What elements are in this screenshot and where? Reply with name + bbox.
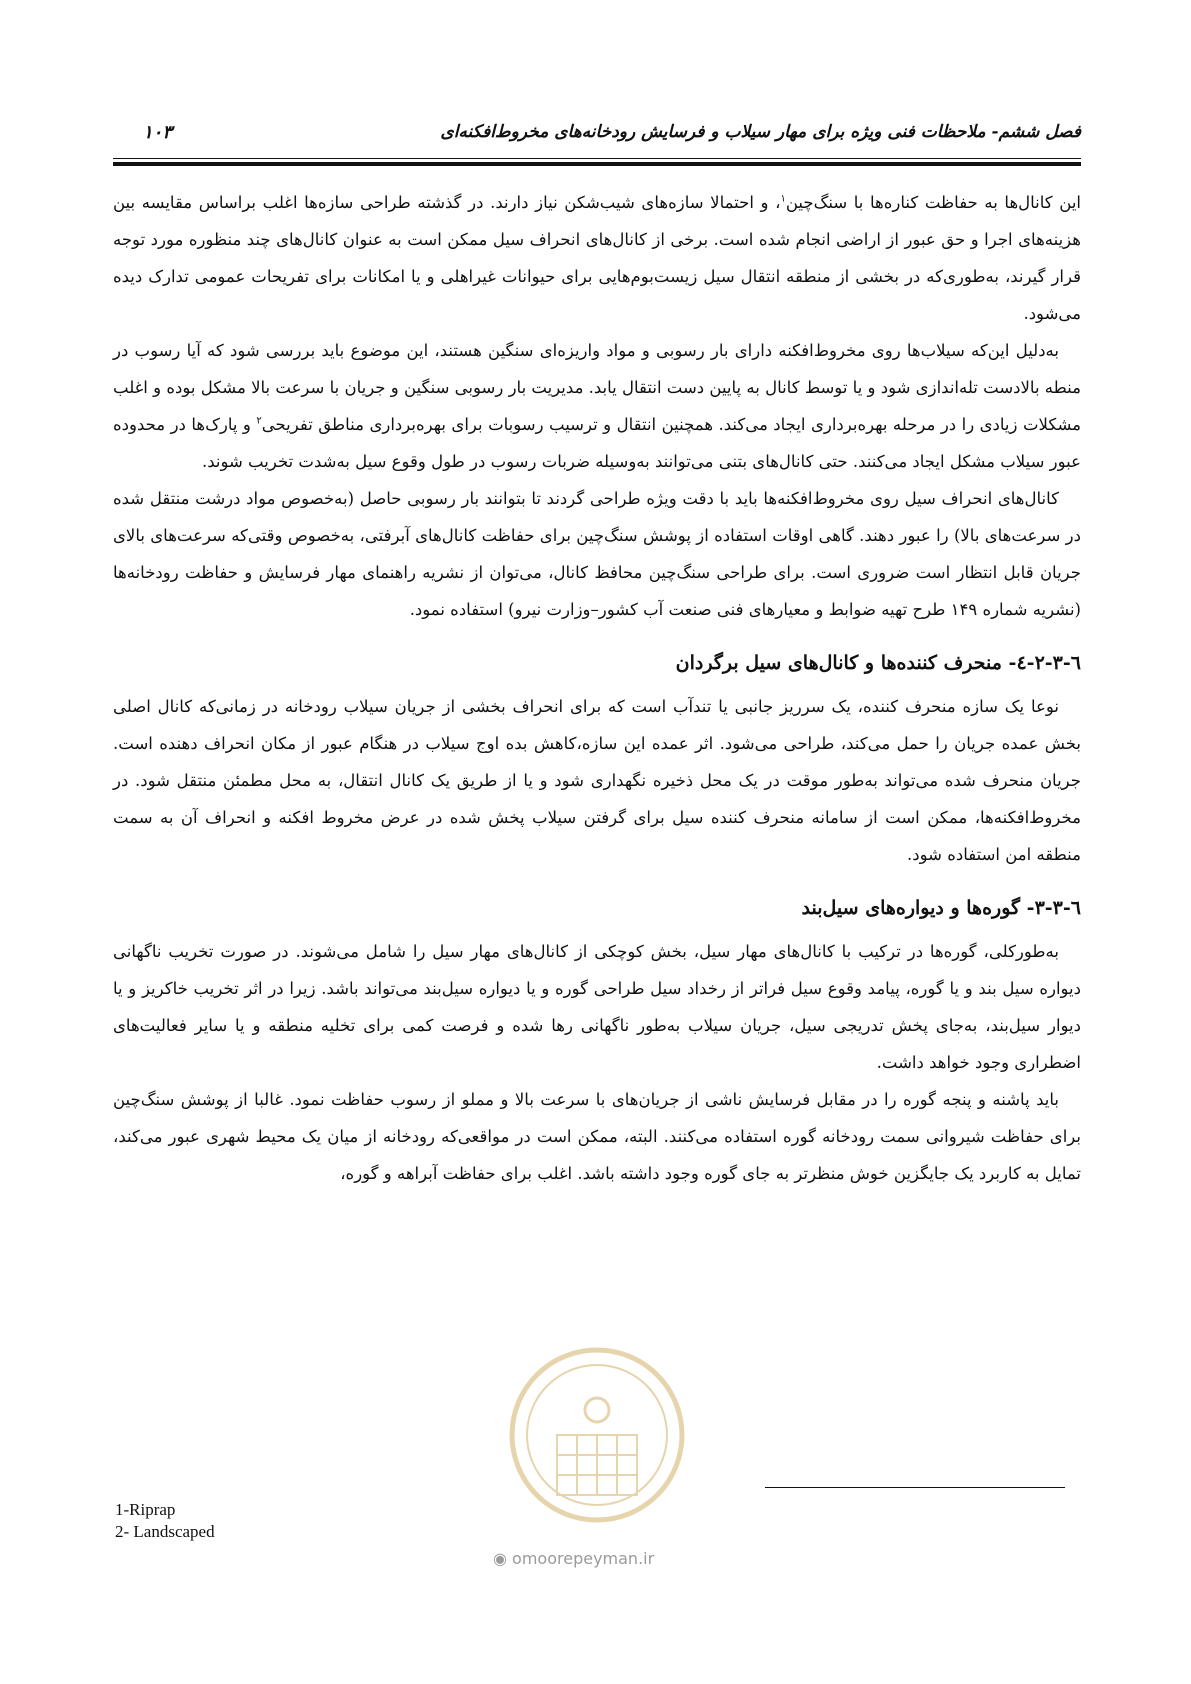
- watermark-url: ◉ omoorepeyman.ir: [493, 1549, 655, 1568]
- footnote-separator: [765, 1487, 1065, 1488]
- page-header: [113, 122, 1081, 152]
- seal-icon: [505, 1340, 690, 1530]
- footnote: 2- Landscaped: [115, 1522, 215, 1541]
- header-rule-thick: [113, 162, 1081, 166]
- paragraph-text: و پارک‌ها در محدوده عبور سیلاب مشکل ایجاد می‌کنند. حتی کانال‌های بتنی می‌توانند به‌وسیله ضربات رسوب در طول وقوع سیل به‌شدت تخریب شوند.: [113, 415, 1081, 471]
- section-heading: ٦-٣-٢-٤- منحرف کننده‌ها و کانال‌های سیل برگردان: [675, 652, 1081, 674]
- paragraph-text: ، و احتمالا سازه‌های شیب‌شکن نیاز دارند. در گذشته طراحی سازه‌ها اغلب براساس مقایسه بین هزینه‌های اجرا و حق عبور از اراضی انجام شده است. برخی از کانال‌های انحراف سیل ممکن است به عنوان کانال‌های چند منظوره مورد توجه قرار گیرند، به‌طوری‌که در بخشی از منطقه انتقال سیل زیست‌بوم‌هایی برای حیوانات غیراهلی و یا امکانات برای تفریحات عمومی تدارک دیده می‌شود.: [113, 193, 1081, 323]
- watermark-url-text: omoorepeyman.ir: [512, 1549, 655, 1568]
- paragraph-text: به‌دلیل این‌که سیلاب‌ها روی مخروط‌افکنه دارای بار رسوبی و مواد واریزه‌ای سنگین هستند، این موضوع باید بررسی شود که آیا رسوب در منطه بالادست تله‌اندازی شود و یا توسط کانال به پایین دست انتقال یابد. مدیریت بار رسوبی سنگین و جریان با سرعت بالا مشکل بوده و اغلب مشکلات زیادی را در مرحله بهره‌برداری ایجاد می‌کند. همچنین انتقال و ترسیب رسوبات برای بهره‌برداری مناطق تفریحی: [113, 341, 1081, 434]
- section-heading: ٦-٣-٣- گوره‌ها و دیواره‌های سیل‌بند: [801, 897, 1081, 919]
- chapter-title: فصل ششم- ملاحظات فنی ویژه برای مهار سیلاب و فرسایش رودخانه‌های مخروط‌افکنه‌ای: [440, 122, 1081, 142]
- footnote-ref: ۲: [256, 415, 262, 427]
- page-number: ۱۰۳: [143, 122, 173, 143]
- footnote-ref: ۱: [780, 193, 786, 205]
- paragraph-text: این کانال‌ها به حفاظت کناره‌ها با سنگ‌چین: [785, 193, 1082, 212]
- paragraph: کانال‌های انحراف سیل روی مخروط‌افکنه‌ها باید با دقت ویژه طراحی گردند تا بتوانند بار رسوبی حاصل (به‌خصوص مواد درشت منتقل شده در سرعت‌های بالا) را عبور دهند. گاهی اوقات استفاده از پوشش سنگ‌چین برای حفاظت کانال‌های آبرفتی، به‌خصوص وقتی‌که سرعت‌های بالای جریان قابل انتظار است ضروری است. برای طراحی سنگ‌چین محافظ کانال، می‌توان از نشریه راهنمای مهار فرسایش و حفاظت رودخانه‌ها (نشریه شماره ۱۴۹ طرح تهیه ضوابط و معیارهای فنی صنعت آب کشور–وزارت نیرو) استفاده نمود.: [113, 489, 1081, 619]
- watermark-logo: [505, 1340, 690, 1530]
- paragraph: باید پاشنه و پنجه گوره را در مقابل فرسایش ناشی از جریان‌های با سرعت بالا و مملو از رسوب حفاظت نمود. غالبا از پوشش سنگ‌چین برای حفاظت شیروانی سمت رودخانه گوره استفاده می‌کنند. البته، ممکن است در مواقعی‌که رودخانه از میان یک محیط شهری عبور می‌کند، تمایل به کاربرد یک جایگزین خوش منظرتر به جای گوره وجود داشته باشد. اغلب برای حفاظت آبراهه و گوره،: [113, 1090, 1081, 1183]
- header-rule-thin: [113, 158, 1081, 159]
- paragraph: نوعا یک سازه منحرف کننده، یک سرریز جانبی یا تندآب است که برای انحراف بخشی از جریان سیلاب رودخانه در زمانی‌که کانال اصلی بخش عمده جریان را حمل می‌کند، طراحی می‌شود. اثر عمده این سازه،کاهش بده اوج سیلاب در هنگام عبور از مکان انحراف دهنده است. جریان منحرف شده می‌تواند به‌طور موقت در یک محل ذخیره نگهداری شود و یا از طریق یک کانال انتقال، به محل مطمئن منتقل شود. در مخروط‌افکنه‌ها، ممکن است از سامانه منحرف کننده سیل برای گرفتن سیلاب پخش شده در عرض مخروط افکنه و انحراف آن به سمت منطقه امن استفاده شود.: [113, 697, 1081, 864]
- footnotes: [115, 1499, 215, 1543]
- footnote: 1-Riprap: [115, 1500, 176, 1519]
- paragraph: به‌طورکلی، گوره‌ها در ترکیب با کانال‌های مهار سیل، بخش کوچکی از کانال‌های مهار سیل را شامل می‌شوند. در صورت تخریب ناگهانی دیواره سیل بند و یا گوره، پیامد وقوع سیل فراتر از رخداد سیل طراحی گوره و یا دیواره سیل‌بند می‌تواند باشد. زیرا در اثر تخریب خاکریز و یا دیوار سیل‌بند، به‌جای پخش تدریجی سیل، جریان سیلاب به‌طور ناگهانی رها شده و فرصت کمی برای تخلیه منطقه و یا سایر فعالیت‌های اضطراری وجود خواهد داشت.: [113, 942, 1081, 1072]
- body-text: [113, 184, 1081, 1192]
- paragraph: [113, 332, 1081, 480]
- paragraph: [113, 184, 1081, 332]
